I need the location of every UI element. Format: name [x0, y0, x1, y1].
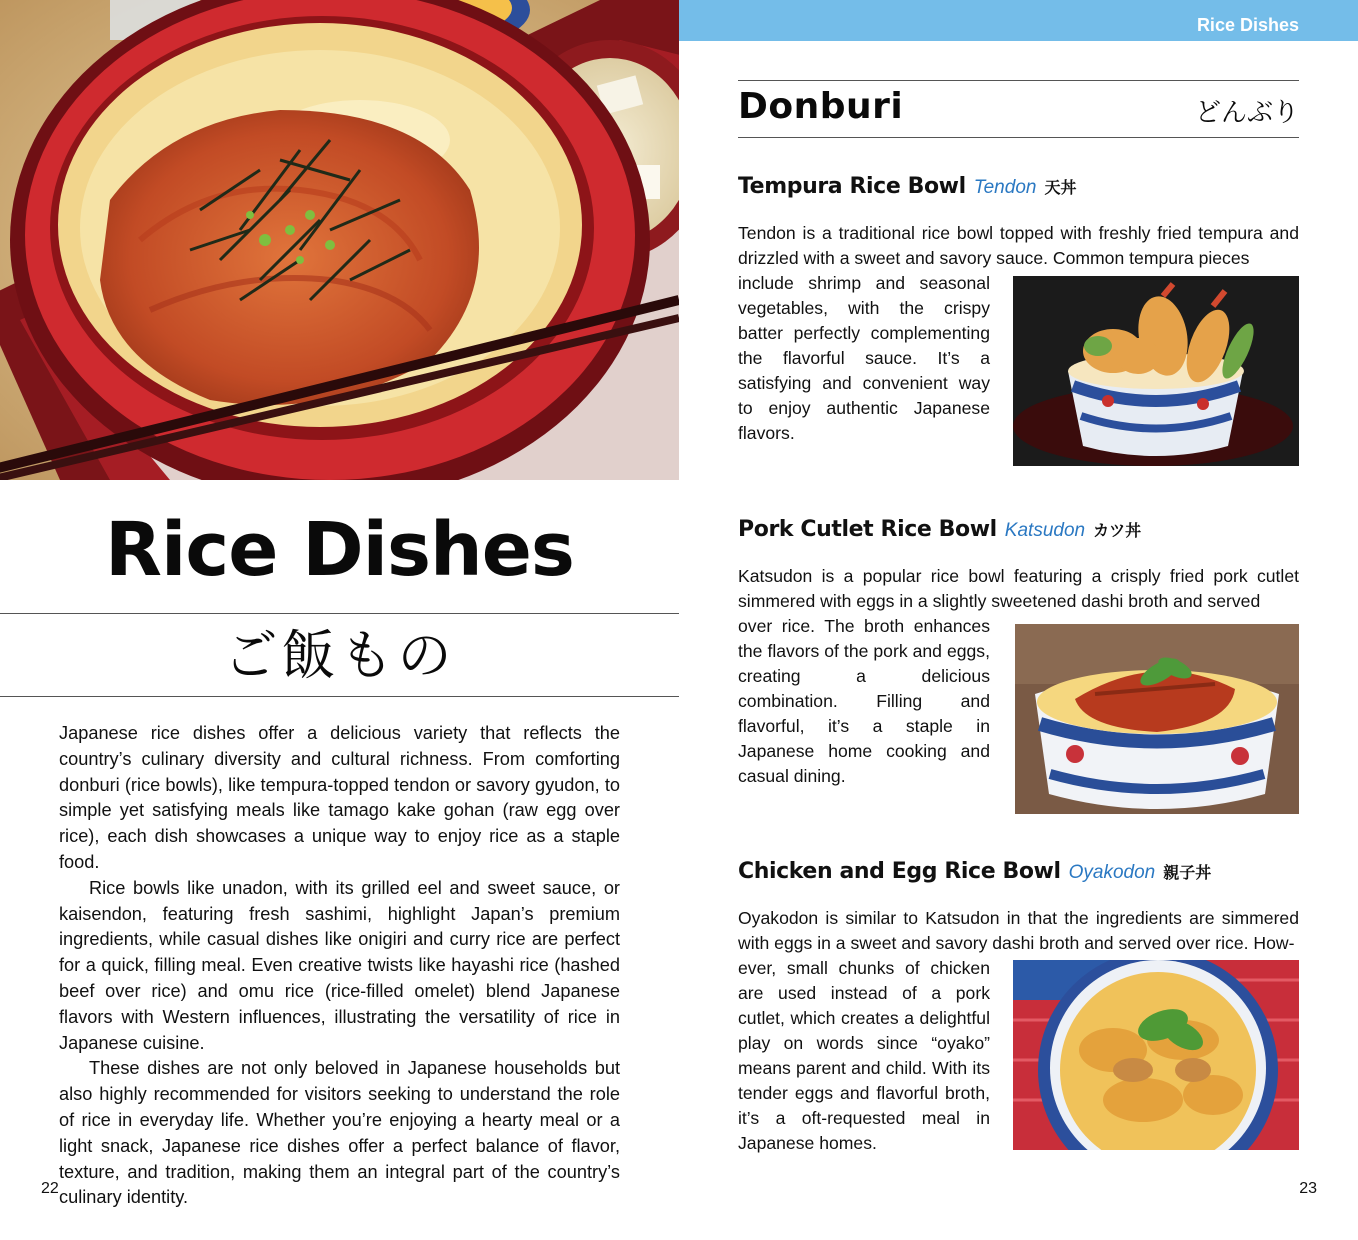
intro-paragraph: Japanese rice dishes offer a delicious variety that reflects the country’s culinary diversity and cultural richness. From comforting donburi (rice bowls), like tempura-topped tendon or savory gyudon, to simple yet satisfying meals like tamago kake gohan (raw egg over rice), each dish showcases a unique way to enjoy rice as a staple food.: [59, 723, 620, 872]
dish-description-lead: Katsudon is a popular rice bowl featuring a crisply fried pork cutlet simmered with eggs in a slightly sweetened dashi broth and served: [738, 566, 1299, 611]
dish-description-lead: Oyakodon is similar to Katsudon in that the ingredients are simmered with eggs in a sweet and savory dashi broth and served over rice. How-: [738, 908, 1299, 953]
oyakodon-photo: [1013, 960, 1299, 1150]
divider-top: [0, 613, 679, 614]
dish-katsudon: [738, 517, 1299, 789]
dish-tendon: [738, 174, 1299, 446]
dish-name: Tempura Rice Bowl: [738, 174, 966, 199]
dish-description-body: over rice. The broth enhances the flavors of the pork and eggs, creating a delicious combination. Filling and flavorful, it’s a staple in Japanese home cooking and casual dining.: [738, 616, 990, 786]
right-page: [679, 0, 1358, 1240]
section-rule-top: [738, 80, 1299, 81]
dish-heading: [738, 859, 1299, 889]
chapter-title-japanese: ご飯もの: [223, 624, 456, 687]
section-title-japanese: どんぶり: [1194, 98, 1299, 128]
dish-oyakodon: [738, 859, 1299, 1156]
dish-romaji: Katsudon: [1004, 520, 1086, 541]
dish-description-lead: Tendon is a traditional rice bowl topped with freshly fried tempura and drizzled with a sweet and savory sauce. Common tempura pieces: [738, 223, 1299, 268]
dish-name: Pork Cutlet Rice Bowl: [738, 517, 997, 542]
dish-kanji: 天丼: [1044, 180, 1077, 197]
intro-paragraph: These dishes are not only beloved in Japanese households but also highly recommended for visitors seeking to understand the role of rice in everyday life. Whether you’re enjoying a hearty meal or a light snack, Japanese rice dishes offer a perfect balance of flavor, texture, and tradition, making them an integral part of the country’s culinary identity.: [59, 1058, 620, 1208]
intro-text: [59, 721, 620, 1211]
dish-kanji: カツ丼: [1093, 523, 1142, 540]
dish-description-body: include shrimp and seasonal vegetables, with the crispy batter perfectly complementing the flavorful sauce. It’s a satisfying and convenient way to enjoy authentic Japanese flavors.: [738, 273, 990, 443]
tendon-photo: [1013, 276, 1299, 466]
page-number-right: 23: [1299, 1180, 1317, 1197]
dish-name: Chicken and Egg Rice Bowl: [738, 859, 1061, 884]
dish-romaji: Tendon: [973, 177, 1037, 198]
dish-body: [738, 271, 1299, 446]
katsudon-photo: [1015, 624, 1299, 814]
dish-body: [738, 614, 1299, 789]
dish-body: [738, 956, 1299, 1156]
section-rule-bottom: [738, 137, 1299, 138]
dish-kanji: 親子丼: [1163, 865, 1212, 882]
dish-heading: [738, 174, 1299, 204]
katsudon-illustration: [0, 0, 679, 480]
hero-photo-katsudon: [0, 0, 679, 480]
header-label: Rice Dishes: [1196, 15, 1299, 35]
page-number-left: 22: [41, 1180, 59, 1197]
divider-bottom: [0, 696, 679, 697]
intro-paragraph: Rice bowls like unadon, with its grilled eel and sweet sauce, or kaisendon, featuring fresh sashimi, highlight Japan’s premium ingredients, while casual dishes like onigiri and curry rice are perfect for a quick, filling meal. Even creative twists like hayashi rice (hashed beef over rice) and omu rice (rice-filled omelet) blend Japanese flavors with Western influences, illustrating the versatility of rice in Japanese cuisine.: [59, 877, 620, 1053]
dish-heading: [738, 517, 1299, 547]
chapter-title: Rice Dishes: [105, 507, 574, 593]
dish-romaji: Oyakodon: [1068, 862, 1156, 883]
dish-description-body: ever, small chunks of chicken are used instead of a pork cutlet, which creates a delightful play on words since “oyako” means parent and child. With its tender eggs and flavorful broth, it’s a oft-requested meal in Japanese homes.: [738, 958, 990, 1153]
header-bar: [679, 0, 1358, 41]
section-title: Donburi: [738, 86, 904, 127]
